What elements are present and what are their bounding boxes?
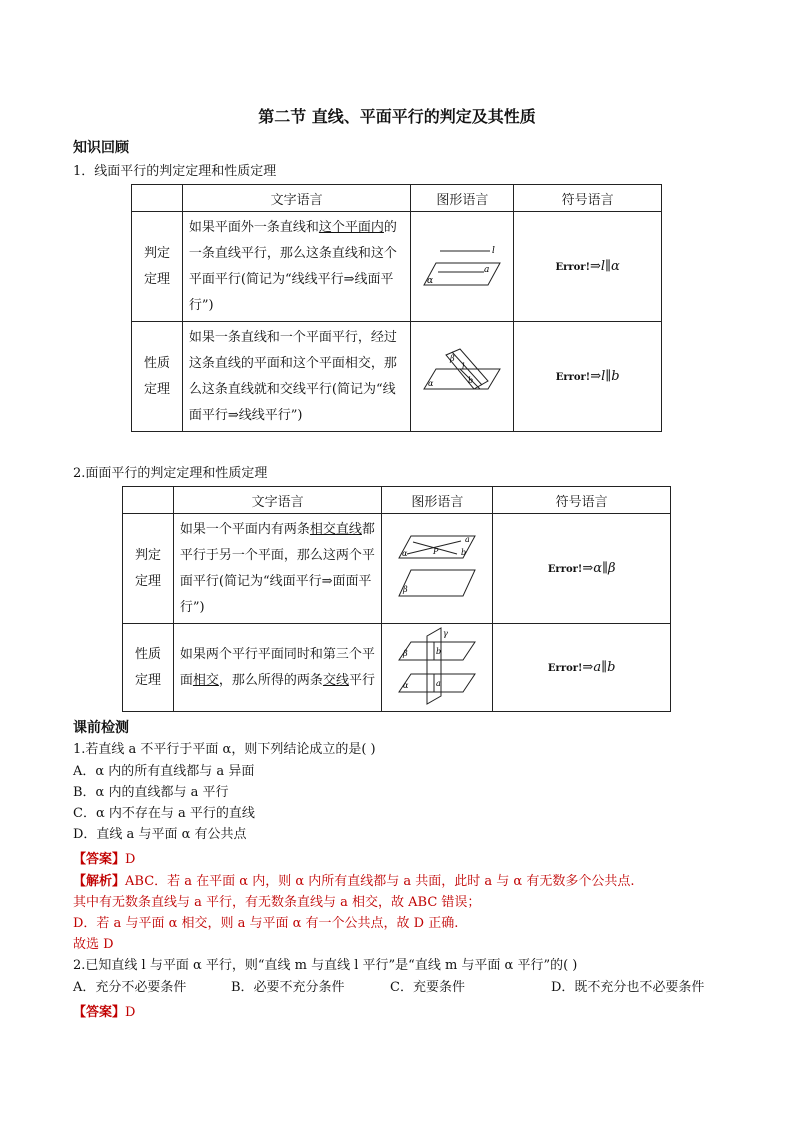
header-empty — [123, 487, 174, 514]
question-1-option-a: A．α 内的所有直线都与 a 异面 — [73, 764, 255, 779]
plane-plane-figure-icon — [397, 532, 477, 602]
fig-label-b: b — [436, 646, 442, 656]
fig-label-a: a — [484, 264, 490, 275]
fig-label-l: l — [492, 245, 496, 256]
question-1-option-c: C．α 内不存在与 a 平行的直线 — [73, 806, 255, 821]
figure-cell — [411, 212, 514, 322]
symbol-cell: Error!⇒a∥b — [493, 624, 671, 712]
header-text-language: 文字语言 — [182, 185, 410, 212]
symbol-cell: Error!⇒α∥β — [493, 514, 671, 624]
header-text-language: 文字语言 — [173, 487, 382, 514]
question-1-option-d: D．直线 a 与平面 α 有公共点 — [73, 827, 247, 842]
theorem-text: 如果一个平面内有两条相交直线都平行于另一个平面，那么这两个平面平行(简记为“线面平行⇒面面平行”) — [173, 514, 382, 624]
line-plane-figure-icon — [422, 241, 502, 289]
fig-label-beta: β — [403, 648, 409, 658]
fig-label-alpha: α — [402, 548, 408, 558]
table-line-plane-parallel — [131, 184, 662, 432]
fig-label-p: P — [433, 546, 439, 556]
fig-label-alpha: α — [428, 378, 434, 388]
table-row — [123, 514, 671, 624]
question-1-analysis-line: D．若 a 与平面 α 相交，则 a 与平面 α 有一个公共点，故 D 正确. — [73, 916, 459, 931]
line-plane-intersection-figure-icon — [422, 347, 502, 403]
question-1-analysis-line: 其中有无数条直线与 a 平行，有无数条直线与 a 相交，故 ABC 错误； — [73, 895, 481, 910]
question-2-stem: 2.已知直线 l 与平面 α 平行，则“直线 m 与直线 l 平行”是“直线 m 与平面 α 平行”的( ) — [73, 958, 578, 973]
fig-label-beta: β — [403, 584, 409, 594]
question-2-option-b: B．必要不充分条件 — [231, 980, 345, 995]
fig-label-alpha: α — [403, 680, 409, 690]
row-label-property: 性质 定理 — [123, 624, 174, 712]
fig-label-l: l — [462, 361, 465, 371]
fig-label-b: b — [468, 375, 474, 385]
header-symbol-language: 符号语言 — [493, 487, 671, 514]
question-1-answer: 【答案】D — [73, 852, 136, 867]
fig-label-b: b — [461, 547, 467, 557]
header-symbol-language: 符号语言 — [514, 185, 662, 212]
question-2-answer: 【答案】D — [73, 1005, 136, 1020]
question-1-analysis-line: 【解析】ABC．若 a 在平面 α 内，则 α 内所有直线都与 a 共面，此时 a 与 α 有无数多个公共点. — [73, 874, 635, 889]
parallel-planes-intersection-figure-icon — [397, 626, 477, 706]
section-heading-knowledge: 知识回顾 — [73, 140, 129, 156]
theorem-text: 如果平面外一条直线和这个平面内的一条直线平行，那么这条直线和这个平面平行(简记为“线线平行⇒线面平行”) — [182, 212, 410, 322]
table-row — [132, 322, 662, 432]
symbol-cell: Error!⇒l∥α — [514, 212, 662, 322]
fig-label-a: a — [436, 678, 442, 688]
question-1-stem: 1.若直线 a 不平行于平面 α，则下列结论成立的是( ) — [73, 742, 376, 757]
table2-caption: 2.面面平行的判定定理和性质定理 — [73, 466, 268, 481]
table-plane-plane-parallel — [122, 486, 671, 712]
fig-label-alpha: α — [427, 275, 434, 286]
fig-label-beta: β — [450, 353, 455, 363]
question-2-option-d: D．既不充分也不必要条件 — [551, 980, 705, 995]
row-label-criterion: 判定 定理 — [132, 212, 183, 322]
header-figure-language: 图形语言 — [382, 487, 493, 514]
theorem-text: 如果一条直线和一个平面平行，经过这条直线的平面和这个平面相交，那么这条直线就和交线平行(简记为“线面平行⇒线线平行”) — [182, 322, 410, 432]
header-figure-language: 图形语言 — [411, 185, 514, 212]
question-1-conclusion: 故选 D — [73, 937, 114, 952]
theorem-text: 如果两个平行平面同时和第三个平面相交，那么所得的两条交线平行 — [173, 624, 382, 712]
table-row — [123, 624, 671, 712]
question-2-option-c: C．充要条件 — [390, 980, 465, 995]
question-1-option-b: B．α 内的直线都与 a 平行 — [73, 785, 229, 800]
table-row — [132, 212, 662, 322]
symbol-cell: Error!⇒l∥b — [514, 322, 662, 432]
table-header-row — [132, 185, 662, 212]
row-label-property: 性质 定理 — [132, 322, 183, 432]
figure-cell — [411, 322, 514, 432]
section-heading-pretest: 课前检测 — [73, 720, 129, 736]
header-empty — [132, 185, 183, 212]
page-title: 第二节 直线、平面平行的判定及其性质 — [258, 107, 536, 126]
table1-caption: 1．线面平行的判定定理和性质定理 — [73, 164, 277, 179]
fig-label-gamma: γ — [443, 628, 449, 638]
figure-cell — [382, 514, 493, 624]
fig-label-a: a — [465, 534, 471, 544]
figure-cell — [382, 624, 493, 712]
table-header-row — [123, 487, 671, 514]
row-label-criterion: 判定 定理 — [123, 514, 174, 624]
question-2-option-a: A．充分不必要条件 — [73, 980, 187, 995]
